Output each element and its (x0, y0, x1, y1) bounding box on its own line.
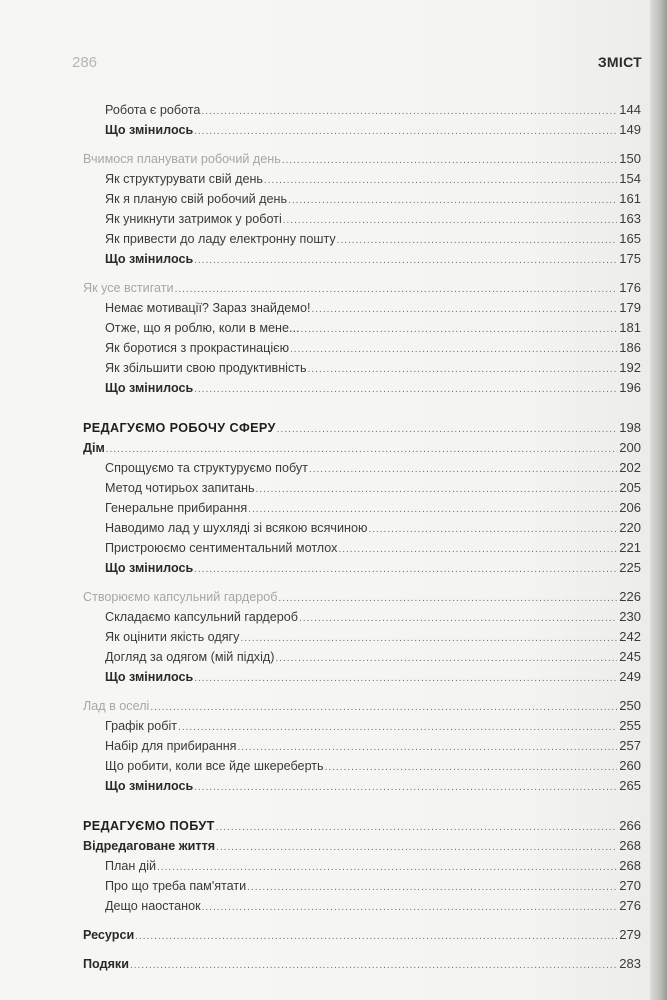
toc-entry: Немає мотивації? Зараз знайдемо! ..... 179 (83, 300, 641, 320)
toc-entry: Генеральне прибирання ..... 206 (83, 500, 641, 520)
toc-entry: Догляд за одягом (мій підхід) ..... 245 (83, 649, 641, 669)
toc-entry: Як боротися з прокрастинацією ..... 186 (83, 340, 641, 360)
page-number: 286 (72, 54, 98, 71)
toc-entry: Як уникнути затримок у роботі ..... 163 (83, 211, 641, 231)
toc-part: РЕДАГУЄМО РОБОЧУ СФЕРУ ..... 198 (83, 420, 641, 440)
toc-entry: Пристроюємо сентиментальний мотлох ..... 221 (83, 540, 641, 560)
running-title: ЗМІСТ (597, 54, 642, 70)
toc-chapter: Ресурси ..... 279 (83, 927, 641, 947)
toc-part: РЕДАГУЄМО ПОБУТ ..... 266 (83, 818, 641, 838)
toc-entry: Що змінилось ..... 196 (83, 380, 641, 400)
toc-entry: Як привести до ладу електронну пошту ..... 165 (83, 231, 641, 251)
toc-entry: Графік робіт ..... 255 (83, 718, 641, 738)
toc-chapter: Вчимося планувати робочий день ..... 150 (83, 151, 641, 171)
toc-entry: Дещо наостанок ..... 276 (83, 898, 641, 918)
toc-entry: Що змінилось ..... 249 (83, 669, 641, 689)
toc-entry: Як збільшити свою продуктивність ..... 192 (83, 360, 641, 380)
toc-entry: План дій ..... 268 (83, 858, 641, 878)
toc-chapter: Дім ..... 200 (83, 440, 641, 460)
toc-entry: Метод чотирьох запитань ..... 205 (83, 480, 641, 500)
toc-entry: Що змінилось ..... 175 (83, 251, 641, 271)
toc-entry: Що змінилось ..... 265 (83, 778, 641, 798)
page-header (72, 54, 650, 78)
toc-entry: Складаємо капсульний гардероб ..... 230 (83, 609, 641, 629)
toc-entry: Робота є робота ..... 144 (83, 102, 641, 122)
toc-chapter: Створюємо капсульний гардероб ..... 226 (83, 589, 641, 609)
page-edge (650, 0, 667, 1000)
toc-chapter: Подяки ..... 283 (83, 956, 641, 976)
toc-chapter: Як усе встигати ..... 176 (83, 280, 641, 300)
toc-entry: Отже, що я роблю, коли в мене... ..... 181 (83, 320, 641, 340)
table-of-contents (83, 102, 641, 976)
toc-entry: Набір для прибирання ..... 257 (83, 738, 641, 758)
toc-entry: Що змінилось ..... 225 (83, 560, 641, 580)
toc-entry: Наводимо лад у шухляді зі всякою всячиною ..... 220 (83, 520, 641, 540)
toc-entry: Як структурувати свій день ..... 154 (83, 171, 641, 191)
toc-chapter: Відредаговане життя ..... 268 (83, 838, 641, 858)
toc-entry: Що робити, коли все йде шкереберть ..... 260 (83, 758, 641, 778)
toc-entry: Спрощуємо та структуруємо побут ..... 202 (83, 460, 641, 480)
toc-entry: Як оцінити якість одягу ..... 242 (83, 629, 641, 649)
toc-entry: Що змінилось ..... 149 (83, 122, 641, 142)
toc-entry: Про що треба пам'ятати ..... 270 (83, 878, 641, 898)
toc-chapter: Лад в оселі ..... 250 (83, 698, 641, 718)
toc-entry: Як я планую свій робочий день ..... 161 (83, 191, 641, 211)
